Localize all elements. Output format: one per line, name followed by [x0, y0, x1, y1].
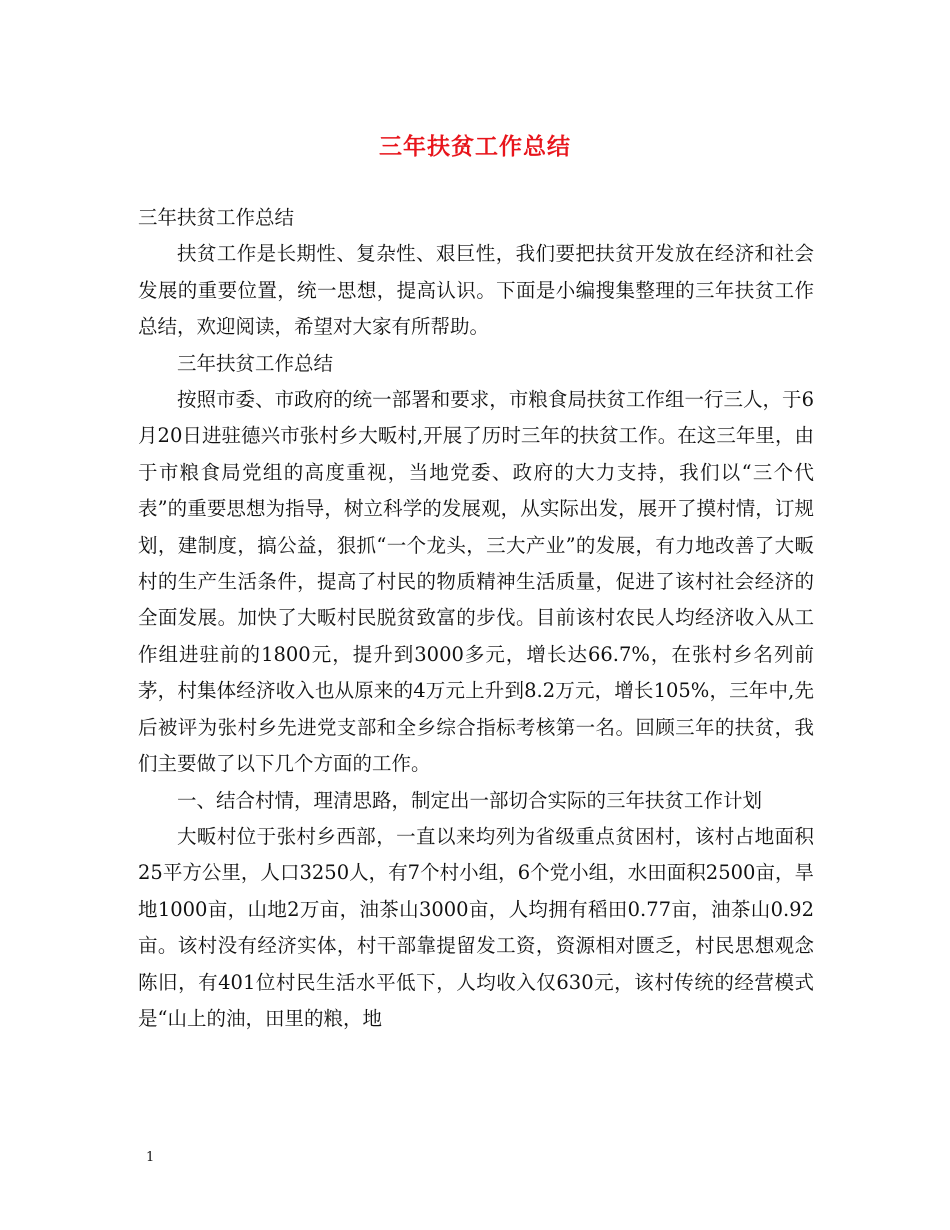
paragraph-intro: 扶贫工作是长期性、复杂性、艰巨性，我们要把扶贫开发放在经济和社会发展的重要位置，统一思想，提高认识。下面是小编搜集整理的三年扶贫工作总结，欢迎阅读，希望对大家有所帮助。 [138, 242, 814, 339]
paragraph-village-overview: 大畈村位于张村乡西部，一直以来均列为省级重点贫困村，该村占地面积25平方公里，人口3250人，有7个村小组，6个党小组，水田面积2500亩，旱地1000亩，山地2万亩，油茶山3000亩，人均拥有稻田0.77亩，油茶山0.92亩。该村没有经济实体，村干部靠提留发工资，资源相对匮乏，村民思想观念陈旧，有401位村民生活水平低下，人均收入仅630元，该村传统的经营模式是“山上的油，田里的粮，地 [138, 824, 814, 1030]
document-body [138, 200, 814, 1037]
document-title: 三年扶贫工作总结 [379, 133, 571, 160]
paragraph-section-one-heading: 一、结合村情，理清思路，制定出一部切合实际的三年扶贫工作计划 [177, 788, 763, 812]
paragraph-main-summary: 按照市委、市政府的统一部署和要求，市粮食局扶贫工作组一行三人，于6月20日进驻德兴市张村乡大畈村,开展了历时三年的扶贫工作。在这三年里，由于市粮食局党组的高度重视，当地党委、政府的大力支持，我们以“三个代表”的重要思想为指导，树立科学的发展观，从实际出发，展开了摸村情，订规划，建制度，搞公益，狠抓“一个龙头，三大产业”的发展，有力地改善了大畈村的生产生活条件，提高了村民的物质精神生活质量，促进了该村社会经济的全面发展。加快了大畈村民脱贫致富的步伐。目前该村农民人均经济收入从工作组进驻前的1800元，提升到3000多元，增长达66.7%，在张村乡名列前茅，村集体经济收入也从原来的4万元上升到8.2万元，增长105%，三年中,先后被评为张村乡先进党支部和全乡综合指标考核第一名。回顾三年的扶贫，我们主要做了以下几个方面的工作。 [138, 388, 814, 776]
page-number: 1 [146, 1150, 155, 1165]
paragraph-subtitle: 三年扶贫工作总结 [138, 206, 295, 229]
paragraph-section-heading: 三年扶贫工作总结 [177, 351, 334, 375]
